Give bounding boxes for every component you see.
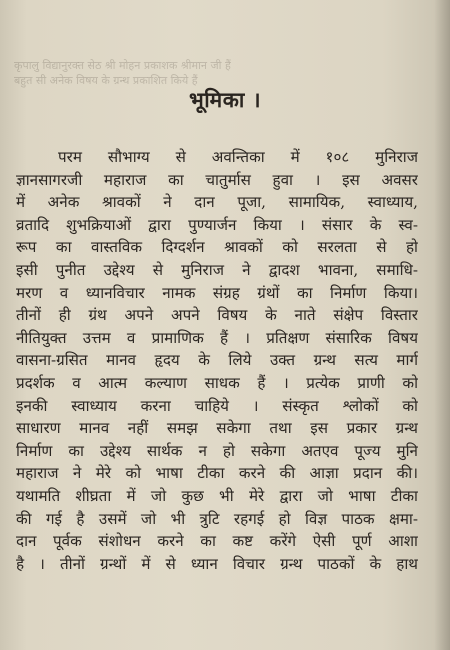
page-title: भूमिका । <box>188 87 262 112</box>
bleed-through-text <box>14 58 424 88</box>
text-line: इनकी स्वाध्याय करना चाहिये । संस्कृत श्लोकों को <box>16 396 418 415</box>
text-line: मरण व ध्यानविचार नामक संग्रह ग्रंथों का निर्माण किया। <box>16 283 418 302</box>
page-shadow-edge <box>434 0 450 650</box>
bleed-through-line: बहुत सी अनेक विषय के ग्रन्थ प्रकाशित किये हैं <box>14 74 198 87</box>
text-line: तीनों ही ग्रंथ अपने अपने विषय के नाते संक्षेप विस्तार <box>16 306 418 325</box>
text-line: रूप का वास्तविक दिग्दर्शन श्रावकों को सरलता से हो <box>16 238 418 257</box>
text-line: महाराज ने मेरे को भाषा टीका करने की आज्ञा प्रदान की। <box>16 464 418 483</box>
text-line: में अनेक श्रावकों ने दान पूजा, सामायिक, स्वाध्याय, <box>16 193 418 212</box>
preface-paragraph <box>16 146 418 575</box>
text-line: नीतियुक्त उत्तम व प्रामाणिक हैं । प्रतिक्षण संसारिक विषय <box>16 328 418 347</box>
text-line: इसी पुनीत उद्देश्य से मुनिराज ने द्वादश भावना, समाधि- <box>16 260 418 279</box>
text-line: साधारण मानव नहीं समझ सकेगा तथा इस प्रकार ग्रन्थ <box>16 419 418 438</box>
text-line: परम सौभाग्य से अवन्तिका में १०८ मुनिराज <box>58 148 418 166</box>
text-line: यथामति शीघ्रता में जो कुछ भी मेरे द्वारा जो भाषा टीका <box>16 486 418 505</box>
text-line: की गई है उसमें जो भी त्रुटि रहगई हो विज्ञ पाठक क्षमा- <box>16 509 418 528</box>
text-line: व्रतादि शुभक्रियाओं द्वारा पुण्यार्जन किया । संसार के स्व- <box>16 215 418 234</box>
text-line: ज्ञानसागरजी महाराज का चातुर्मास हुवा । इस अवसर <box>16 170 418 189</box>
text-line: दान पूर्वक संशोधन करने का कष्ट करेंगे ऐसी पूर्ण आशा <box>16 532 418 551</box>
text-line: वासना-ग्रसित मानव हृदय के लिये उक्त ग्रन्थ सत्य मार्ग <box>16 351 418 370</box>
bleed-through-line: कृपालु विद्यानुरक्त सेठ श्री मोहन प्रकाशक श्रीमान जी हैं <box>14 59 231 72</box>
text-line: है । तीनों ग्रन्थों में से ध्यान विचार ग्रन्थ पाठकों के हाथ <box>16 554 418 573</box>
text-line: निर्माण का उद्देश्य सार्थक न हो सकेगा अतएव पूज्य मुनि <box>16 441 418 460</box>
text-line: प्रदर्शक व आत्म कल्याण साधक हैं । प्रत्येक प्राणी को <box>16 373 418 392</box>
